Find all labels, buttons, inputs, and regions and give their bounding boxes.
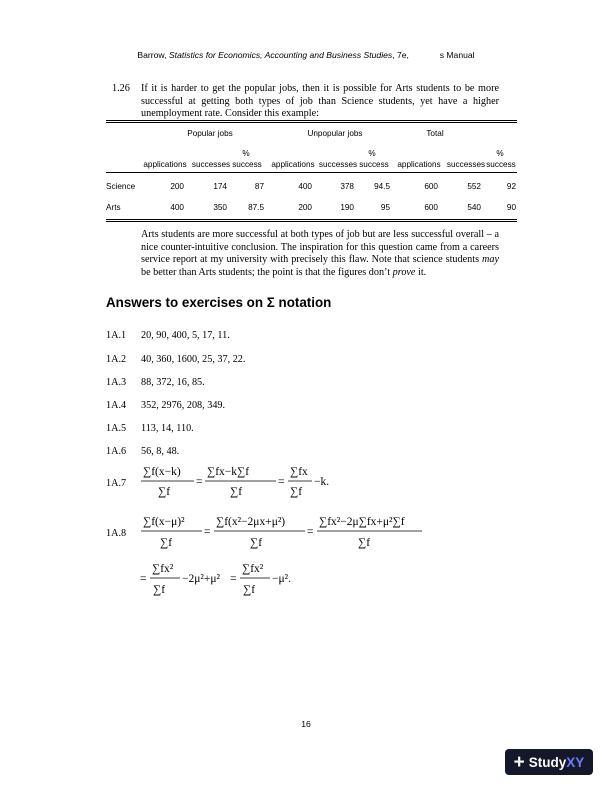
question-number: 1.26 [112, 83, 130, 94]
table-top-rule-2 [106, 122, 517, 123]
equals-sign: = [278, 476, 285, 488]
header-tail: s Manual [439, 50, 475, 60]
formula-denominator: ∑f [243, 584, 256, 596]
equals-sign: = [204, 526, 211, 538]
table-cell: 200 [170, 182, 184, 191]
group-header-popular: Popular jobs [187, 129, 233, 138]
group-header-unpopular: Unpopular jobs [307, 129, 363, 138]
equals-sign: = [230, 573, 237, 585]
table-cell: 400 [170, 203, 184, 212]
answer-number: 1A.3 [106, 377, 127, 388]
pct-symbol: % [496, 149, 504, 158]
column-header: success [359, 160, 389, 169]
table-top-rule [106, 120, 517, 121]
commentary-emphasis: prove [392, 266, 416, 278]
column-header: applications [271, 160, 315, 169]
table-bottom-rule [106, 219, 517, 220]
answer-value: 40, 360, 1600, 25, 37, 22. [141, 354, 246, 365]
table-cell: 94.5 [374, 182, 390, 191]
column-header: success [486, 160, 516, 169]
studyxy-logo[interactable] [505, 749, 593, 775]
plus-icon: + [513, 751, 525, 773]
table-cell: 378 [340, 182, 354, 191]
column-header: success [232, 160, 262, 169]
formula-denominator: ∑f [160, 537, 173, 549]
header-edition: , 7e, [392, 50, 409, 60]
answer-commentary [141, 229, 499, 279]
section-heading: Answers to exercises on Σ notation [106, 295, 332, 310]
answer-number: 1A.2 [106, 354, 127, 365]
header-author: Barrow, [137, 50, 169, 60]
formula-1a8-line1 [138, 510, 428, 556]
answer-number: 1A.4 [106, 400, 127, 411]
formula-middle: −2μ²+μ² [182, 573, 220, 585]
column-header: successes [191, 160, 231, 169]
formula-denominator: ∑f [153, 584, 166, 596]
answer-number: 1A.8 [106, 528, 127, 539]
formula-denominator: ∑f [230, 486, 243, 498]
column-header: successes [446, 160, 486, 169]
pct-symbol: % [368, 149, 376, 158]
table-cell: 600 [424, 182, 438, 191]
formula-numerator: ∑fx² [242, 563, 264, 575]
formula-denominator: ∑f [158, 486, 171, 498]
answer-number: 1A.1 [106, 330, 127, 341]
logo-word-xy: XY [566, 754, 585, 770]
column-header: applications [143, 160, 187, 169]
group-header-total: Total [426, 129, 444, 138]
commentary-text: it. [415, 266, 427, 278]
row-label-science: Science [106, 182, 136, 191]
formula-numerator: ∑f(x²−2μx+μ²) [216, 516, 286, 528]
table-cell: 350 [213, 203, 227, 212]
table-cell: 190 [340, 203, 354, 212]
page-number: 16 [301, 719, 311, 729]
header-book-title: Statistics for Economics, Accounting and Business Studies [168, 50, 393, 60]
question-text: If it is harder to get the popular jobs, then it is possible for Arts students to be more successful at getting both types of job than Science students, yet have a higher unemployment rate. Consider this example: [141, 83, 499, 120]
table-cell: 92 [506, 182, 516, 191]
table-cell: 87 [254, 182, 264, 191]
formula-numerator: ∑fx [290, 466, 308, 478]
formula-numerator: ∑f(x−μ)² [143, 516, 185, 528]
equals-sign: = [307, 526, 314, 538]
table-cell: 90 [506, 203, 516, 212]
formula-tail: −μ². [272, 573, 291, 585]
equals-sign: = [140, 573, 147, 585]
table-cell: 95 [380, 203, 390, 212]
equals-sign: = [196, 476, 203, 488]
table-bottom-rule-2 [106, 221, 517, 222]
running-header [0, 50, 612, 60]
answer-value: 113, 14, 110. [141, 423, 194, 434]
table-cell: 200 [298, 203, 312, 212]
answer-value: 88, 372, 16, 85. [141, 377, 205, 388]
formula-numerator: ∑fx² [152, 563, 174, 575]
table-cell: 540 [467, 203, 481, 212]
commentary-text: Arts students are more successful at both types of job but are less successful overall – a nice counter-intuitive conclusion. The inspiration for this question came from a careers service report at my university with precisely this flaw. Note that science students [141, 229, 499, 266]
table-cell: 174 [213, 182, 227, 191]
formula-denominator: ∑f [290, 486, 303, 498]
table-cell: 87.5 [248, 203, 264, 212]
table-cell: 600 [424, 203, 438, 212]
formula-denominator: ∑f [250, 537, 263, 549]
answer-value: 56, 8, 48. [141, 446, 180, 457]
table-cell: 400 [298, 182, 312, 191]
formula-numerator: ∑fx−k∑f [207, 466, 250, 478]
column-header: applications [397, 160, 441, 169]
commentary-emphasis: may [482, 254, 499, 266]
logo-word-study: Study [528, 754, 567, 770]
row-label-arts: Arts [106, 203, 121, 212]
formula-1a8-line2 [138, 558, 338, 602]
answer-number: 1A.6 [106, 446, 127, 457]
column-header: successes [318, 160, 358, 169]
pct-symbol: % [242, 149, 250, 158]
formula-numerator: ∑f(x−k) [143, 466, 181, 478]
answer-value: 20, 90, 400, 5, 17, 11. [141, 330, 230, 341]
table-header-rule [106, 172, 517, 173]
answer-number: 1A.5 [106, 423, 127, 434]
commentary-text: be better than Arts students; the point is that the figures don’t [141, 266, 393, 278]
formula-1a7 [138, 462, 338, 504]
table-cell: 552 [467, 182, 481, 191]
formula-tail: −k. [314, 476, 330, 488]
answer-number: 1A.7 [106, 478, 127, 489]
formula-denominator: ∑f [358, 537, 371, 549]
formula-numerator: ∑fx²−2μ∑fx+μ²∑f [319, 516, 405, 528]
answer-value: 352, 2976, 208, 349. [141, 400, 226, 411]
